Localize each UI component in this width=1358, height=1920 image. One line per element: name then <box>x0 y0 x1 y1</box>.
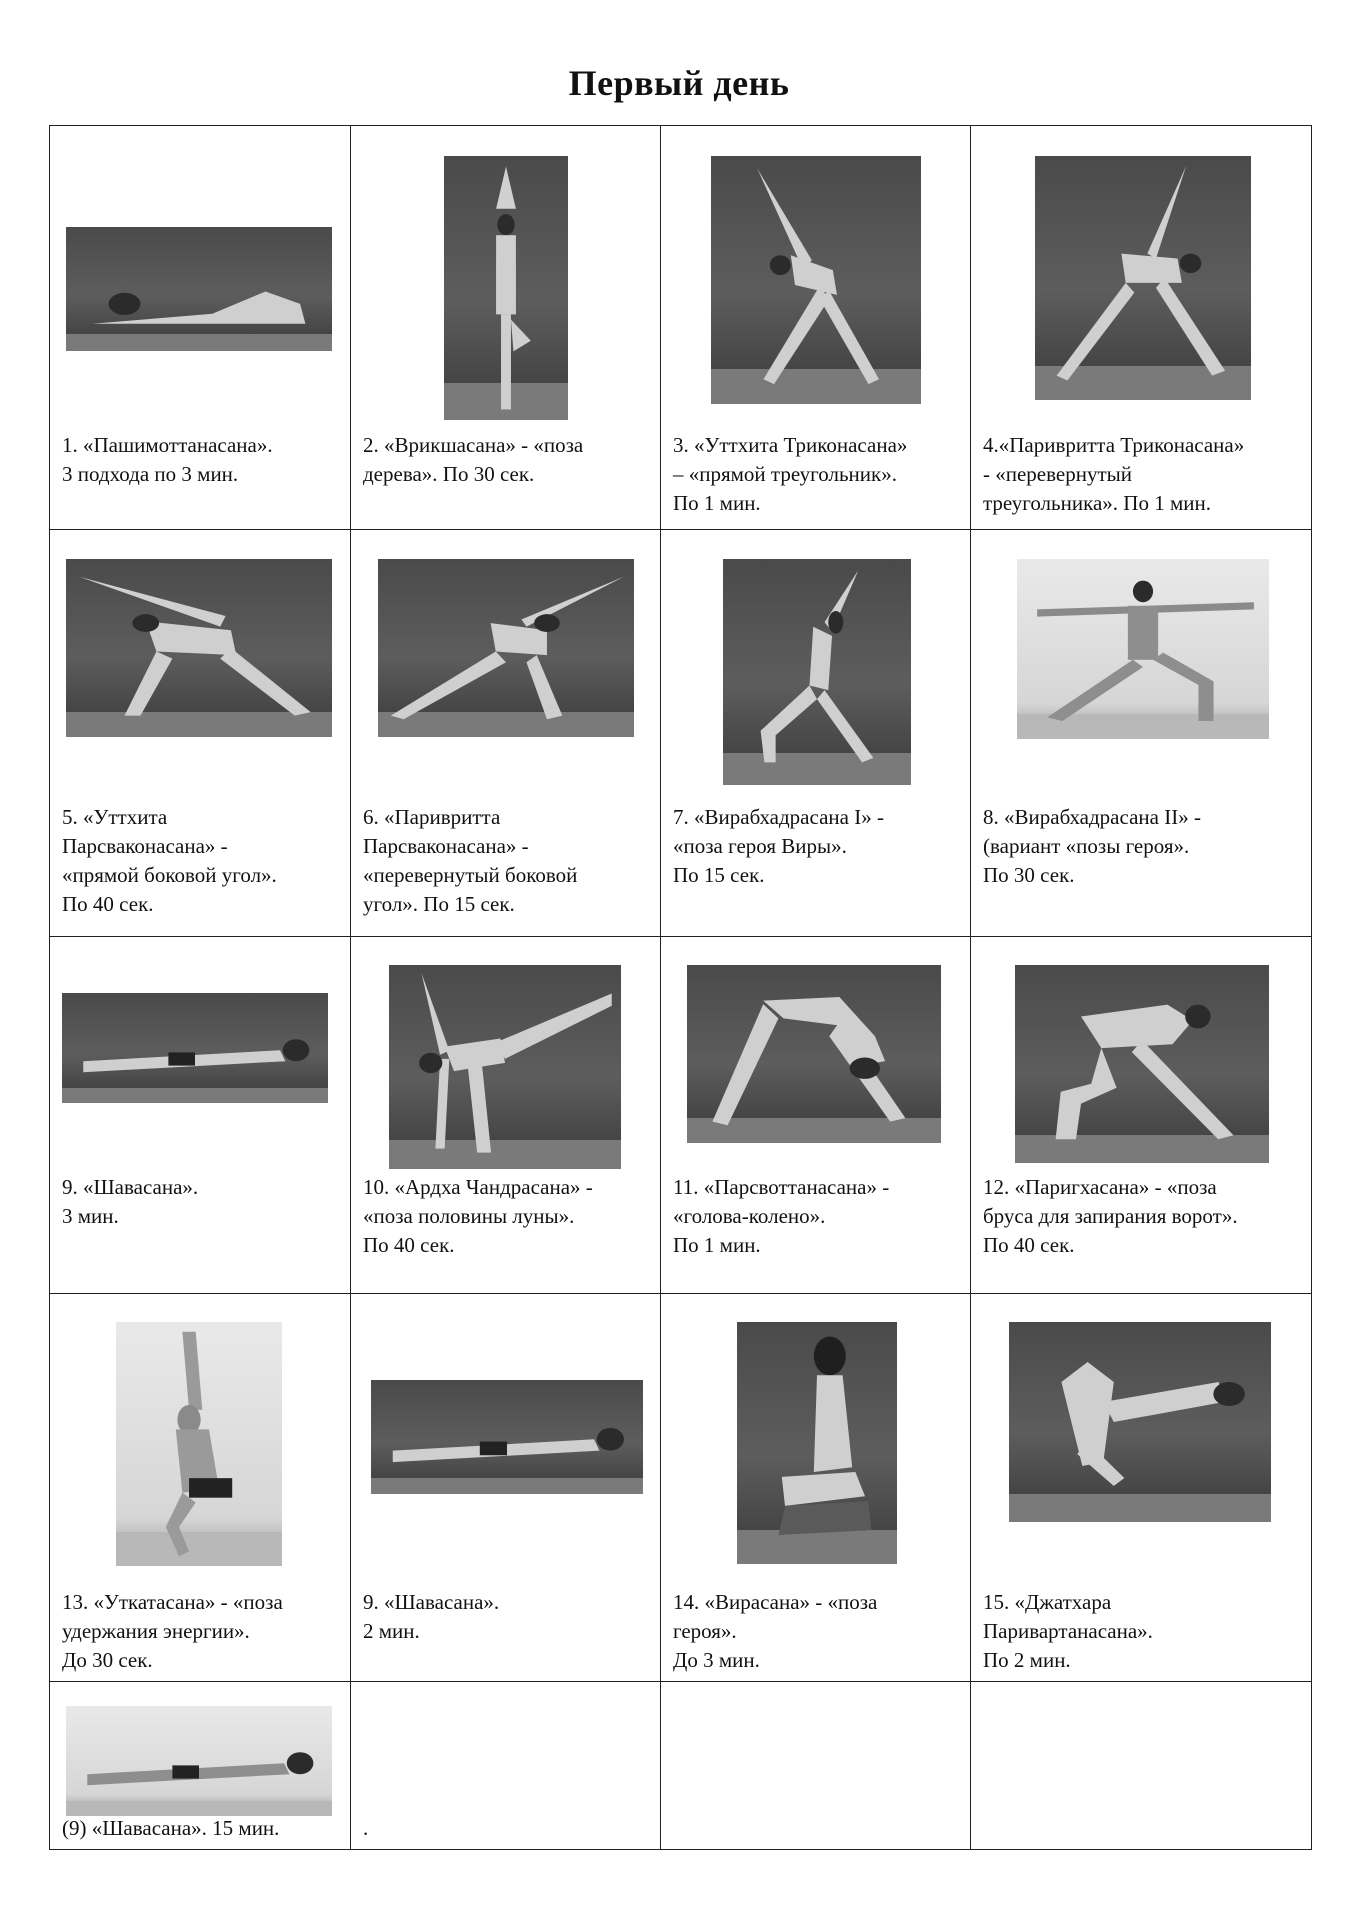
pose-cell <box>661 126 971 530</box>
table-row <box>50 530 1312 937</box>
pose-cell <box>351 530 661 937</box>
parsvottanasana-photo <box>687 965 941 1143</box>
table-row <box>50 937 1312 1294</box>
pose-cell <box>661 530 971 937</box>
table-row <box>50 1682 1312 1850</box>
pose-caption: 1. «Пашимоттанасана». 3 подхода по 3 мин. <box>62 433 273 486</box>
utkatasana-photo <box>116 1322 282 1566</box>
pose-cell <box>50 937 351 1294</box>
pashimottanasana-photo <box>66 227 332 351</box>
virasana-photo <box>737 1322 897 1564</box>
pose-caption: 11. «Парсвоттанасана» - «голова-колено». По 1 мин. <box>673 1175 890 1257</box>
pose-cell <box>971 126 1312 530</box>
pose-cell <box>351 1294 661 1682</box>
pose-cell <box>50 1682 351 1850</box>
pose-cell <box>50 1294 351 1682</box>
pose-caption: 12. «Паригхасана» - «поза бруса для запирания ворот». По 40 сек. <box>983 1175 1238 1257</box>
pose-cell <box>661 1682 971 1850</box>
utthita-parsvakonasana-photo <box>66 559 332 737</box>
vrikshasana-photo <box>444 156 568 420</box>
pose-caption: 10. «Ардха Чандрасана» - «поза половины луны». По 40 сек. <box>363 1175 593 1257</box>
pose-caption: 6. «Паривритта Парсваконасана» - «перевернутый боковой угол». По 15 сек. <box>363 805 578 916</box>
pose-cell <box>661 937 971 1294</box>
pose-cell <box>971 1294 1312 1682</box>
parighasana-photo <box>1015 965 1269 1163</box>
pose-caption: 8. «Вирабхадрасана II» - (вариант «позы героя». По 30 сек. <box>983 805 1201 887</box>
utthita-trikonasana-photo <box>711 156 921 404</box>
poses-table <box>49 125 1312 1850</box>
page-title: Первый день <box>568 63 790 103</box>
pose-cell <box>661 1294 971 1682</box>
pose-caption: 14. «Вирасана» - «поза героя». До 3 мин. <box>673 1590 878 1672</box>
pose-cell <box>971 1682 1312 1850</box>
ardha-chandrasana-photo <box>389 965 621 1169</box>
parivritta-parsvakonasana-photo <box>378 559 634 737</box>
pose-cell <box>50 530 351 937</box>
pose-cell <box>351 937 661 1294</box>
table-row <box>50 1294 1312 1682</box>
pose-cell <box>50 126 351 530</box>
pose-cell <box>351 126 661 530</box>
pose-caption: 4.«Паривритта Триконасана» - «перевернутый треугольника». По 1 мин. <box>983 433 1245 515</box>
pose-caption: 5. «Уттхита Парсваконасана» - «прямой боковой угол». По 40 сек. <box>62 805 277 916</box>
shavasana-photo <box>66 1706 332 1816</box>
virabhadrasana-2-photo <box>1017 559 1269 739</box>
shavasana-photo <box>62 993 328 1103</box>
virabhadrasana-1-photo <box>723 559 911 785</box>
table-row <box>50 126 1312 530</box>
pose-caption: 3. «Уттхита Триконасана» – «прямой треугольник». По 1 мин. <box>673 433 908 515</box>
pose-caption: (9) «Шавасана». 15 мин. <box>62 1816 280 1840</box>
pose-cell <box>971 530 1312 937</box>
pose-caption: . <box>363 1816 369 1840</box>
shavasana-photo <box>371 1380 643 1494</box>
pose-caption: 7. «Вирабхадрасана I» - «поза героя Виры». По 15 сек. <box>673 805 884 887</box>
pose-caption: 13. «Уткатасана» - «поза удержания энергии». До 30 сек. <box>62 1590 283 1672</box>
jathara-parivartanasana-photo <box>1009 1322 1271 1522</box>
pose-cell <box>971 937 1312 1294</box>
pose-caption: 15. «Джатхара Паривартанасана». По 2 мин. <box>983 1590 1153 1672</box>
pose-caption: 2. «Врикшасана» - «поза дерева». По 30 сек. <box>363 433 584 486</box>
pose-cell <box>351 1682 661 1850</box>
parivritta-trikonasana-photo <box>1035 156 1251 400</box>
pose-caption: 9. «Шавасана». 2 мин. <box>363 1590 500 1643</box>
pose-caption: 9. «Шавасана». 3 мин. <box>62 1175 199 1228</box>
